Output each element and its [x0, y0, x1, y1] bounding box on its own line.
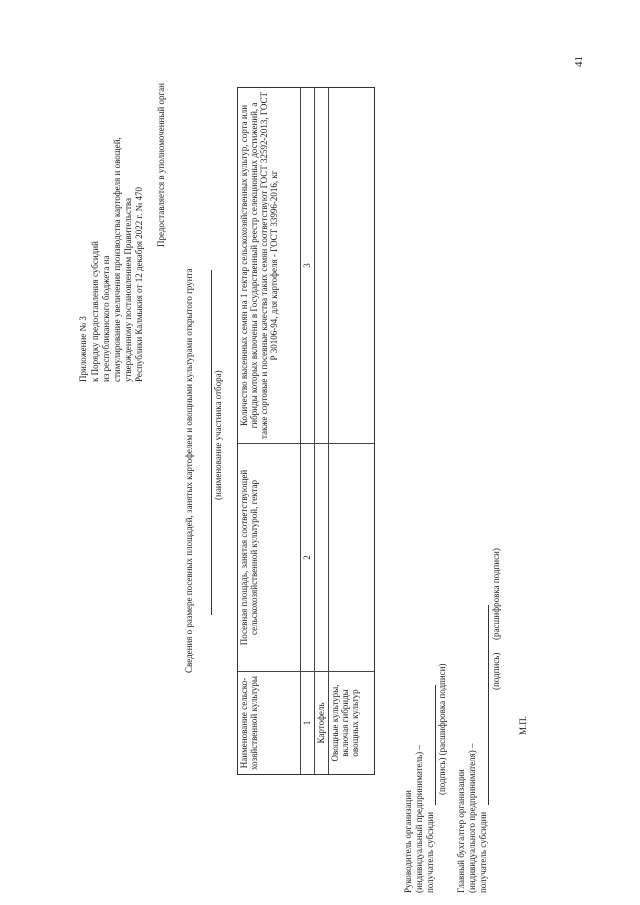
participant-caption: (наименование участника отбора) — [213, 370, 223, 500]
appendix-line: утвержденному постановлением Правительства — [123, 197, 133, 382]
header-seeds: Количество высеянных семян на 1 гектар сельскохозяйственных культур, сорта или гибриды которых включены в Государственный реестр селекционных достижений, а также сортовые и посевные качества таких семян соответствуют ГОСТ 32592-2013, ГОСТ Р 30106-94, для картофеля - ГОСТ 33996-2016, кг — [239, 91, 279, 440]
header-crop: Наименование сельско-хозяйственной культуры — [238, 671, 300, 774]
head-signature-captions: (подпись) (расшифровка подписи) — [437, 663, 447, 795]
area-cell — [315, 443, 328, 671]
page-number: 41 — [573, 56, 585, 67]
table-row — [315, 88, 329, 774]
accountant-signature-line — [488, 605, 489, 805]
participant-name-line — [211, 270, 212, 615]
appendix-line: стимулирование увеличения производства картофеля и овощей, — [112, 137, 122, 382]
header-area: Посевная площадь, занятая соответствующей сельскохозяйственной культурой, гектар — [238, 443, 300, 671]
crop-name-cell: Овощные культуры, включая гибриды овощных культур — [329, 671, 374, 774]
appendix-line: из республиканского бюджета на — [101, 255, 111, 382]
number-cell: 2 — [301, 443, 314, 671]
head-label-line: получатель субсидии — [425, 811, 435, 893]
head-label-line: (индивидуальный предприниматель) – — [414, 745, 424, 893]
table-number-row — [301, 88, 315, 774]
seeds-cell — [315, 88, 328, 443]
number-cell: 3 — [302, 263, 312, 268]
crop-name-cell: Картофель — [315, 671, 328, 774]
accountant-name-caption: (расшифровка подписи) — [491, 548, 501, 640]
area-cell — [329, 443, 374, 671]
stamp-placeholder: М.П. — [518, 715, 528, 735]
appendix-line: Приложение № 3 — [78, 316, 88, 382]
accountant-label-line: Главный бухгалтер организации — [456, 769, 466, 893]
accountant-sign-caption: (подпись) — [491, 652, 501, 690]
submission-note: Предоставляется в уполномоченный орган — [156, 83, 166, 247]
table-row — [329, 88, 374, 774]
accountant-label-line: (индивидуального предпринимателя) – — [467, 743, 477, 893]
accountant-label-line: получатель субсидии — [478, 811, 488, 893]
form-title: Сведения о размере посевных площадей, занятых картофелем и овощными культурами открытого грунта — [184, 268, 194, 673]
appendix-line: к Порядку предоставления субсидий — [90, 241, 100, 382]
crop-area-table — [237, 87, 375, 775]
appendix-line: Республики Калмыкия от 12 декабря 2022 г. № 470 — [134, 186, 144, 382]
head-signature-line — [435, 685, 436, 805]
number-cell: 1 — [301, 671, 314, 774]
table-header-row — [238, 88, 301, 774]
seeds-cell — [329, 88, 374, 443]
head-label-line: Руководитель организации — [403, 790, 413, 893]
